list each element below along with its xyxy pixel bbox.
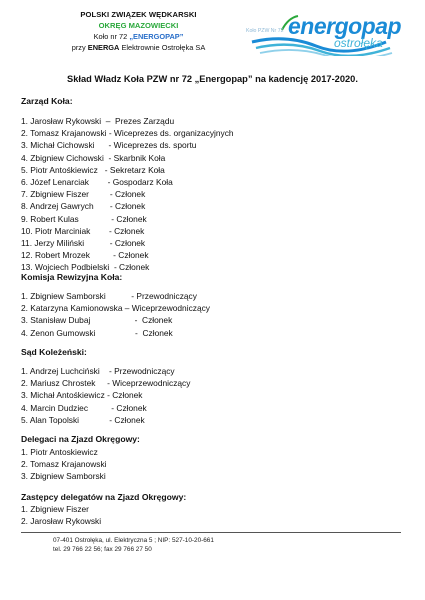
list-item: 2. Mariusz Chrostek - Wiceprzewodniczący xyxy=(21,378,191,389)
list-zarzad xyxy=(21,115,234,273)
list-item: 3. Zbigniew Samborski xyxy=(21,471,106,482)
logo-brand: energopap xyxy=(288,13,402,39)
org-name: POLSKI ZWIĄZEK WĘDKARSKI xyxy=(80,10,197,19)
footer-phones: tel. 29 766 22 56; fax 29 766 27 50 xyxy=(53,546,152,553)
list-item: 1. Jarosław Rykowski – Prezes Zarządu xyxy=(21,116,175,126)
footer-divider xyxy=(21,532,401,533)
sponsor-prefix: przy xyxy=(71,43,86,52)
list-item: 13. Wojciech Podbielski - Członek xyxy=(21,262,150,273)
list-item: 10. Piotr Marciniak - Członek xyxy=(21,225,145,236)
club-line xyxy=(46,31,231,42)
list-item: 6. Józef Lenarciak - Gospodarz Koła xyxy=(21,176,173,187)
logo-city: ostrołęka xyxy=(334,36,383,50)
list-item: 3. Stanisław Dubaj - Członek xyxy=(21,315,173,326)
list-zastepcy xyxy=(21,503,101,527)
document-title: Skład Władz Koła PZW nr 72 „Energopap” na kadencję 2017-2020. xyxy=(67,74,358,84)
list-item: 2. Tomasz Krajanowski xyxy=(21,459,107,470)
energopap-logo xyxy=(246,4,402,56)
list-item: 1. Zbigniew Fiszer xyxy=(21,504,89,514)
sponsor-bold: ENERGA xyxy=(87,43,120,52)
sponsor-rest: Elektrownie Ostrołęka SA xyxy=(121,43,206,52)
list-item: 2. Tomasz Krajanowski - Wiceprezes ds. organizacyjnych xyxy=(21,128,234,139)
list-item: 1. Andrzej Luchciński - Przewodniczący xyxy=(21,366,175,376)
list-item: 3. Michał Antośkiewicz - Członek xyxy=(21,390,143,401)
list-item: 7. Zbigniew Fiszer - Członek xyxy=(21,189,146,200)
district-name: OKRĘG MAZOWIECKI xyxy=(98,21,179,30)
section-heading-komisja: Komisja Rewizyjna Koła: xyxy=(21,272,123,282)
list-item: 2. Jarosław Rykowski xyxy=(21,516,102,527)
sponsor-line xyxy=(46,42,231,53)
list-item: 4. Zenon Gumowski - Członek xyxy=(21,327,173,338)
list-item: 2. Katarzyna Kamionowska – Wiceprzewodniczący xyxy=(21,303,210,314)
list-komisja xyxy=(21,290,210,339)
list-item: 5. Piotr Antośkiewicz - Sekretarz Koła xyxy=(21,164,165,175)
section-heading-sad: Sąd Koleżeński: xyxy=(21,347,87,357)
section-heading-zarzad: Zarząd Koła: xyxy=(21,96,73,106)
club-name: „ENERGOPAP” xyxy=(129,32,184,41)
list-item: 3. Michał Cichowski - Wiceprezes ds. sportu xyxy=(21,140,197,151)
club-prefix: Koło nr 72 xyxy=(93,32,128,41)
footer xyxy=(53,536,214,554)
footer-address: 07-401 Ostrołęka, ul. Elektryczna 5 ; NIP: 527-10-20-661 xyxy=(53,537,214,544)
list-item: 5. Alan Topolski - Członek xyxy=(21,414,145,425)
logo-tagline: Koło PZW Nr 72 xyxy=(246,28,284,34)
list-delegaci xyxy=(21,446,107,483)
list-item: 12. Robert Mrozek - Członek xyxy=(21,250,149,261)
letterhead-left xyxy=(46,9,231,53)
list-item: 4. Zbigniew Cichowski - Skarbnik Koła xyxy=(21,152,166,163)
section-heading-zastepcy: Zastępcy delegatów na Zjazd Okręgowy: xyxy=(21,492,187,502)
list-item: 11. Jerzy Miliński - Członek xyxy=(21,237,146,248)
section-heading-delegaci: Delegaci na Zjazd Okręgowy: xyxy=(21,434,140,444)
list-item: 9. Robert Kulas - Członek xyxy=(21,213,147,224)
list-sad xyxy=(21,365,190,426)
list-item: 4. Marcin Dudziec - Członek xyxy=(21,402,147,413)
list-item: 1. Piotr Antoskiewicz xyxy=(21,447,98,457)
list-item: 1. Zbigniew Samborski - Przewodniczący xyxy=(21,291,197,301)
list-item: 8. Andrzej Gawrych - Członek xyxy=(21,201,146,212)
